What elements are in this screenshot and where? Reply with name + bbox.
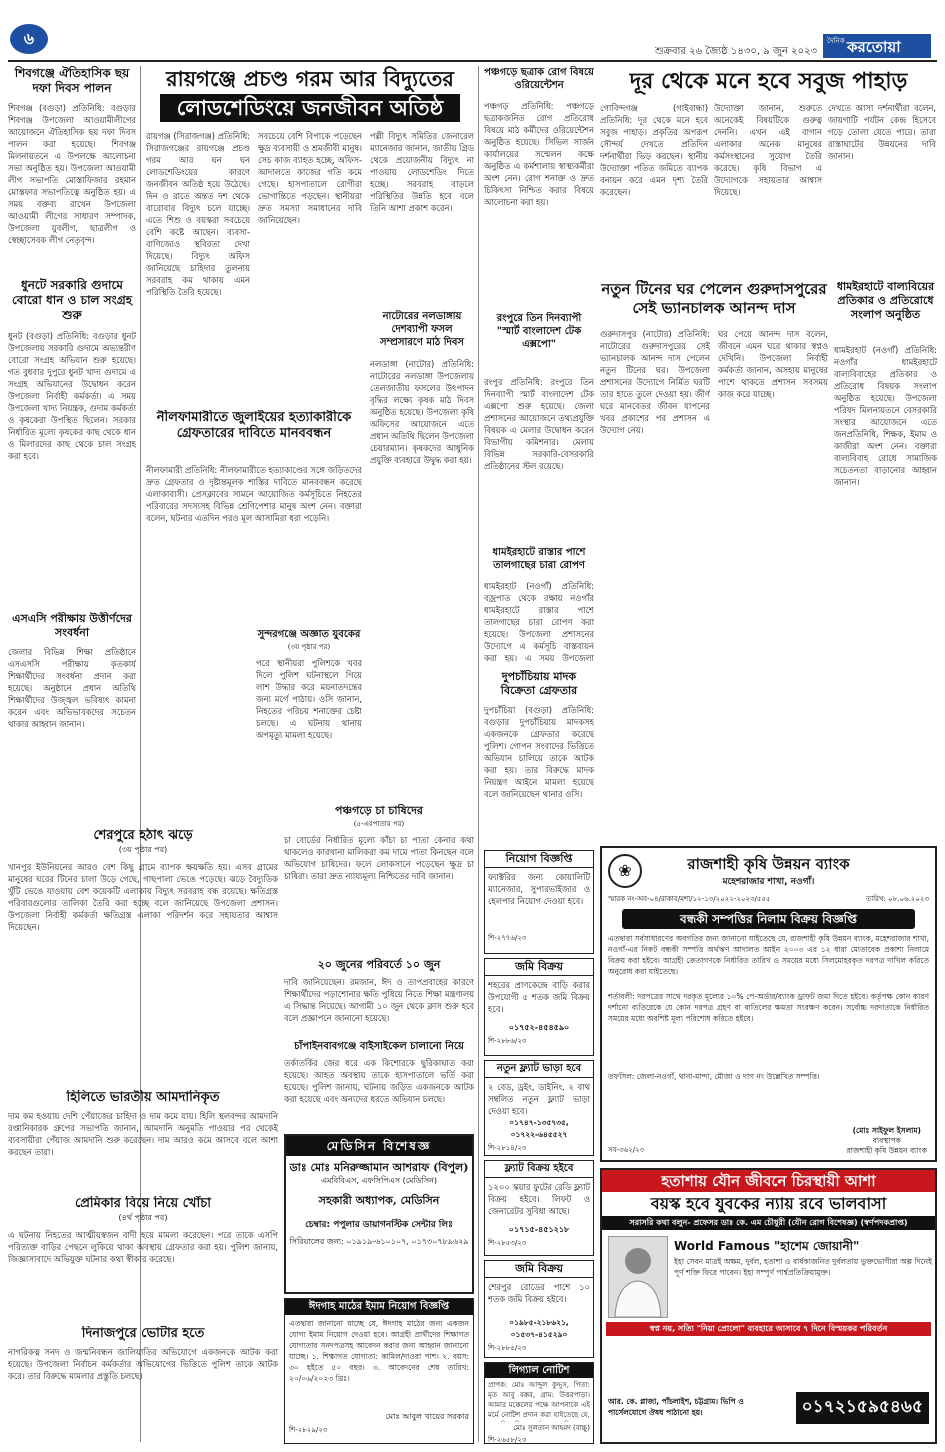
header-date: শুক্রবার ২৬ জ্যৈষ্ঠ ১৪৩০, ৯ জুন ২০২৩	[655, 46, 817, 57]
bank-meta	[602, 889, 935, 909]
headline: শেরপুরে হঠাৎ ঝড়ে	[93, 828, 193, 843]
ad-imam	[284, 1298, 474, 1444]
bank-name: রাজশাহী কৃষি উন্নয়ন ব্যাংক	[687, 855, 850, 873]
headline: নাটোরের নলডাঙ্গায় দেশব্যাপী ফসল সম্প্রসারণে মাঠ দিবস	[379, 311, 465, 348]
story-sherpur	[8, 828, 278, 1086]
headline: পঞ্চগড়ে চা চাষিদের	[335, 804, 423, 817]
bank-ref: স্মারক নং-অব-০৪/রাকাব/মশা/১২-১৩/২০২২-২০২৩/৫৫৫	[608, 895, 771, 903]
headline: ২০ জুনের পরিবর্তে ১০ জুন	[317, 958, 441, 971]
headline: শিবগঞ্জে ঐতিহাসিক ছয় দফা দিবস পালন	[14, 66, 130, 95]
story-body-col-2: উদ্যোক্তা জানান, শুরুতে অনেকেই বিষয়টিকে গুরুত্ব দেননি। এখন এই বাগান এলাকার অনেক মানুষের কর্মসংস্থানের সুযোগ তৈরি করেছে। কৃষি বিভাগ এ উদ্যোগকে সহায়তার আশ্বাস দিয়েছে।	[714, 103, 822, 197]
subhead: (৩য় পৃষ্ঠার পর)	[287, 643, 331, 651]
headline: দূর থেকে মনে হবে সবুজ পাহাড়	[629, 68, 908, 94]
story-nilphamari	[146, 410, 362, 624]
bank-title: বন্ধকী সম্পত্তির নিলাম বিক্রয় বিজ্ঞপ্তি	[622, 909, 915, 929]
story-body: জেলার বিভিন্ন শিক্ষা প্রতিষ্ঠানে এসএসসি পরীক্ষায় কৃতকার্য শিক্ষার্থীদের সংবর্ধনা প্রদান করা হয়েছে। অনুষ্ঠানে প্রধান অতিথি শিক্ষার্থীদের উজ্জ্বল ভবিষ্যৎ কামনা করেন এবং অভিভাবকদের সচেতন থাকার আহ্বান জানান।	[8, 647, 136, 729]
story-rangpur-expo	[484, 312, 594, 542]
ad-title: নতুন ফ্ল্যাট ভাড়া হবে	[485, 1061, 593, 1078]
doctor-post: সহকারী অধ্যাপক, মেডিসিন	[318, 1194, 440, 1207]
headline: এসএসি পরীক্ষায় উত্তীর্ণদের সংবর্ধনা	[12, 612, 132, 639]
story-panchagarh-tea	[284, 804, 474, 954]
headline: ধামইরহাটে রাস্তার পাশে তালগাছের চারা রোপণ	[492, 547, 586, 571]
bank-signature-org: রাজশাহী কৃষি উন্নয়ন ব্যাংক	[846, 1146, 927, 1155]
story-body-col-1: গুরুদাসপুর (নাটোর) প্রতিনিধি: নাটোরের গুরুদাসপুরের সেই ভ্যানচালক আনন্দ দাস পেলেন নতুন টিনের ঘর। উপজেলা প্রশাসনের উদ্যোগে নির্মিত ঘরটি তার হাতে তুলে দেওয়া হয়। জীর্ণ ঘরে মানবেতর জীবন যাপনের খবর প্রকাশের পর প্রশাসন এ উদ্যোগ নেয়।	[600, 329, 710, 435]
story-body: দাম কম হওয়ায় দেশি পেঁয়াজের চাহিদা ও দাম কমে যায়। হিলি স্থলবন্দর আমদানি রপ্তানিকারক গ্রুপের সভাপতি জানান, আমদানি অনুমতি পাওয়ার পর থেকেই ব্যবসায়ীরা পেঁয়াজ আমদানি শুরু করেছেন। দাম আরও কমে আসবে বলে আশা করছেন তারা।	[8, 1111, 278, 1157]
lead-headline-1: রায়গঞ্জে প্রচণ্ড গরম আর বিদ্যুতের	[166, 66, 454, 91]
serial-phone: সিরিয়ালের জন্য: ০১৯১৯-৬১০১০৭, ০১৭৩০৭৮৯৬২৯	[289, 1237, 469, 1246]
story-body: শিবগঞ্জ (বগুড়া) প্রতিনিধি: বগুড়ার শিবগঞ্জ উপজেলা আওয়ামীলীগের আয়োজনে ঐতিহাসিক ছয় দফা দিবস পালন করা হয়েছে। শিবগঞ্জ মিলনায়তনে এ উপলক্ষে আলোচনা সভা অনুষ্ঠিত হয়। উপজেলা আওয়ামী লীগ সভাপতি মোস্তাফিজার রহমান মোস্তফার সভাপতিত্বে অনুষ্ঠিত হয়। এ সময় বক্তব্য রাখেন উপজেলা আওয়ামী লীগের সাধারণ সম্পাদক, উপজেলা যুবলীগ, ছাত্রলীগ ও স্বেচ্ছাসেবক লীগ নেতৃবৃন্দ।	[8, 103, 136, 245]
ad-phone: ০১৭৪৭-১৩৫৭৩৫, ০১৭২২-৬৪৫৫২৭	[509, 1118, 569, 1139]
ad-land-1	[484, 958, 594, 1056]
story-body: ধামইরহাট (নওগাঁ) প্রতিনিধি: বজ্রপাত থেকে রক্ষায় নওগাঁর ধামইরহাটে রাস্তার পাশে তালগাছের চারা রোপণ করা হয়েছে। উপজেলা প্রশাসনের উদ্যোগে এ কর্মসূচি বাস্তবায়ন করা হয়। এ সময় উপজেলা	[484, 581, 594, 663]
story-body: দাবি জানিয়েছেন। রমজান, ঈদ ও তাপপ্রবাহের কারণে শিক্ষার্থীদের পড়াশোনার ক্ষতি পুষিয়ে নিতে শিক্ষা মন্ত্রণালয় এ সিদ্ধান্ত নিয়েছে। আগামী ১০ জুন থেকে ক্লাস শুরু হবে বলে প্রজ্ঞাপনে জানানো হয়েছে।	[284, 977, 474, 1023]
ad-title: জমি বিক্রয়	[485, 1261, 593, 1278]
subhead: (৫-এরপাতার পর)	[353, 820, 405, 828]
story-body: দুপচাঁচিয়া (বগুড়া) প্রতিনিধি: বগুড়ার দুপচাঁচিয়ায় মাদকসহ একজনকে গ্রেফতার করেছে পুলিশ। গোপন সংবাদের ভিত্তিতে অভিযান চালিয়ে তাকে আটক করা হয়। তার বিরুদ্ধে মাদক নিয়ন্ত্রণ আইনে মামলা হয়েছে বলে জানিয়েছেন থানার ওসি।	[484, 705, 594, 799]
masthead-logo	[823, 34, 931, 58]
story-body: নীলফামারী প্রতিনিধি: নীলফামারীতে হত্যাকাণ্ডের সঙ্গে জড়িতদের দ্রুত গ্রেফতার ও দৃষ্টান্তমূলক শাস্তির দাবিতে মানববন্ধন করেছে এলাকাবাসী। প্রেসক্লাবের সামনে আয়োজিত কর্মসূচিতে নিহতের পরিবারের সদস্যসহ বিভিন্ন শ্রেণিপেশার মানুষ অংশ নেন। বক্তারা বলেন, ঘটনার এতদিন পরও মূল আসামিরা ধরা পড়েনি।	[146, 465, 362, 523]
headline: পঞ্চগড়ে ছত্রাক রোগ বিষয়ে ওরিয়েন্টেশন	[484, 67, 594, 91]
story-body: নাগরিকত্ব সনদ ও জন্মনিবন্ধন জালিয়াতির অভিযোগে একজনকে আটক করা হয়েছে। উপজেলা নির্বাচন কর্মকর্তার অভিযোগের ভিত্তিতে পুলিশ তাকে আটক করে। তার বিরুদ্ধে মামলার প্রস্তুতি চলছে।	[8, 1347, 278, 1381]
story-natore-festival	[370, 310, 474, 570]
health-brand: World Famous "হাশেম জোয়ানী"	[674, 1239, 860, 1253]
ad-body: শহরের প্রাণকেন্দ্রে বাড়ি করার উপযোগী ৫ শতক জমি বিক্রয় হবে।	[488, 980, 590, 1014]
headline: রংপুরে তিন দিনব্যাপী "স্মার্ট বাংলাদেশ টেক এক্সপো"	[496, 313, 582, 350]
story-body-col-3: দেখতে আসা দর্শনার্থীরা বলেন, জায়গাটি পর্যটন কেন্দ্র হিসেবে গড়ে তোলা যেতে পারে। তারা রাস্তাঘাটের উন্নয়নের দাবি জানান।	[828, 103, 936, 161]
ad-land-2	[484, 1260, 594, 1358]
ad-banner: মেডিসিন বিশেষজ্ঞ	[286, 1136, 472, 1156]
health-headline-2: বয়স্ক হবে যুবকের ন্যায় রবে ভালবাসা	[650, 1194, 887, 1213]
column-divider	[478, 66, 479, 1442]
chamber: চেম্বার: পপুলার ডায়াগনস্টিক সেন্টার লিঃ	[305, 1220, 453, 1230]
bank-schedule: তফসিল: জেলা-নওগাঁ, থানা-মান্দা, মৌজা ও দাগ নং উল্লেখিত সম্পত্তি।	[608, 1072, 820, 1081]
doctor-photo	[608, 1236, 668, 1318]
lead-body-col-3: পল্লী বিদ্যুৎ সমিতির জেনারেল ম্যানেজার জানান, জাতীয় গ্রিড থেকে প্রয়োজনীয় বিদ্যুৎ না পাওয়ায় লোডশেডিং দিতে হচ্ছে। সরবরাহ বাড়লে পরিস্থিতির উন্নতি হবে বলে তিনি আশা প্রকাশ করেন।	[370, 131, 474, 213]
headline: হিলিতে ভারতীয় আমদানিকৃত	[66, 1090, 220, 1105]
doctor-degree: এমবিবিএস, এফসিপিএস (মেডিসিন)	[320, 1176, 438, 1185]
bank-code: সব-৩৬২/২৩	[608, 1146, 645, 1154]
ad-title: জমি বিক্রয়	[485, 959, 593, 976]
ad-flat-sale	[484, 1160, 594, 1256]
ad-code: শি-২৮১৪/২৩	[488, 1144, 527, 1152]
bank-terms: শর্তাবলী: দরপত্রের সাথে দরকৃত মূল্যের ১০% পে-অর্ডার/ব্যাংক ড্রাফট জমা দিতে হইবে। কর্তৃপক্ষ কোন কারণ দর্শানো ব্যতিরেকে যে কোন দরপত্র গ্রহণ বা বাতিলের ক্ষমতা সংরক্ষণ করেন। সর্বোচ্চ দরদাতাকে নির্ধারিত সময়ের মধ্যে অবশিষ্ট মূল্য পরিশোধ করিতে হইবে।	[608, 992, 929, 1023]
ad-code: শি-২৮৮৬/২৩	[488, 1037, 527, 1045]
bank-signature-title: ব্যবস্থাপক	[872, 1136, 901, 1145]
story-body: এ ঘটনায় নিহতের আত্মীয়স্বজন বাদী হয়ে মামলা করেছেন। পরে তাকে এসপি পরিত্যক্ত বাড়ির পেছনে লুকিয়ে থাকা অবস্থায় গ্রেফতার করা হয়। পুলিশ জানায়, জিজ্ঞাসাবাদে অভিযুক্ত ঘটনার কথা স্বীকার করেছে।	[8, 1230, 278, 1264]
ad-code: শি-২৬৫৮/২৩	[488, 1436, 527, 1444]
ad-phone: ০১৭৫২-৪৫৪৫৯০	[508, 1023, 570, 1032]
bank-signature-block	[847, 1126, 927, 1156]
ad-body: শেরপুর রোডের পাশে ১০ শতক জমি বিক্রয় হইবে।	[488, 1282, 590, 1304]
bank-branch: মহেশরাজার শাখা, নওগাঁ।	[722, 877, 815, 887]
ad-medicine	[284, 1134, 474, 1294]
headline: দুপচাঁচিয়ায় মাদক বিক্রেতা গ্রেফতার	[500, 670, 578, 697]
ad-title: লিগ্যাল নোটিশ	[485, 1363, 593, 1378]
ad-body: ২ বেড, ড্রইং, ডাইনিং, ২ বাথ সম্বলিত নতুন ফ্ল্যাট ভাড়া দেওয়া হবে।	[488, 1082, 590, 1116]
story-hili	[8, 1090, 278, 1190]
subhead: (৪র্থ পৃষ্ঠার পর)	[118, 1213, 168, 1222]
ad-code: শি-২৮৮৫/২৩	[488, 1344, 527, 1352]
headline: ধামইরহাটে বাল্যবিয়ের প্রতিকার ও প্রতিরোধে সংলাপ অনুষ্ঠিত	[836, 280, 935, 321]
story-dinajpur	[8, 1326, 278, 1444]
health-tagline: স্বপ্ন নয়, সত্যি "নিয়া প্রোলো" ব্যবহারে আসাবে ৭ দিনে বিস্ময়কর পরিবর্তন	[606, 1322, 931, 1336]
story-sundarganj	[256, 628, 362, 798]
story-body: ধামইরহাট (নওগাঁ) প্রতিনিধি: নওগাঁর ধামইরহাটে বাল্যবিবাহের প্রতিকার ও প্রতিরোধ বিষয়ক সংলাপ অনুষ্ঠিত হয়েছে। উপজেলা পরিষদ মিলনায়তনে বেসরকারি সংস্থার আয়োজনে এতে জনপ্রতিনিধি, শিক্ষক, ইমাম ও কাজীরা অংশ নেন। বক্তারা বাল্যবিবাহ রোধে সামাজিক সচেতনতা বাড়ানোর আহ্বান জানান।	[834, 345, 937, 487]
headline: চাঁপাইনবাবগঞ্জে বাইসাইকেল চালানো নিয়ে	[294, 1041, 464, 1052]
story-june20	[284, 958, 474, 1036]
ad-body: এতদ্বারা জানানো যাচ্ছে যে, ঈদগাহ মাঠের জন্য একজন যোগ্য ইমাম নিয়োগ দেওয়া হবে। আগ্রহী প্রার্থীদের শিক্ষাগত যোগ্যতার সনদপত্রসহ আবেদন করার জন্য আহ্বান জানানো যাচ্ছে। ১. শিক্ষাগত যোগ্যতা: কামিল/দাওরা পাশ। ২. বয়স: ৩০ হইতে ৫০ বছর। ৩. আবেদনের শেষ তারিখ: ২০/০৬/২০২৩ খ্রিঃ।	[289, 1319, 469, 1383]
health-body: ইহা সেবন মাত্রই অক্ষম, দুর্বল, হতাশা ও বার্ধক্যজনিত দুর্বলতায় ভুক্তভোগীরা অল্প দিনেই পূর্ণ শক্তি ফিরে পাবেন। ইহা সম্পূর্ণ পার্শ্বপ্রতিক্রিয়ামুক্ত।	[674, 1257, 932, 1277]
ad-body: প্রাপক: মোঃ আব্দুল কুদ্দুস, পিতা: মৃত আবু বক্কর, গ্রাম: উত্তরপাড়া। আমার মক্কেলের পক্ষে আপনাকে এই মর্মে নোটিশ প্রদান করা যাইতেছে যে,	[488, 1381, 590, 1419]
lead-body-col-2: সবচেয়ে বেশি বিপাকে পড়েছেন ক্ষুদ্র ব্যবসায়ী ও শ্রমজীবী মানুষ। সেচ কাজ ব্যাহত হচ্ছে, অফিস-আদালতে কাজের গতি কমে গেছে। হাসপাতালে রোগীরা ভোগান্তিতে পড়ছেন। স্থানীয়রা দ্রুত সমস্যা সমাধানের দাবি জানিয়েছেন।	[258, 131, 362, 225]
health-phone: ০১৭২১৫৯৫৪৬৫	[796, 1392, 929, 1424]
ad-health	[600, 1168, 937, 1444]
masthead-name: করতোয়া	[847, 38, 901, 56]
lead-raiganj	[146, 66, 474, 306]
ad-job	[484, 850, 594, 954]
story-body: রংপুর প্রতিনিধি: রংপুরে তিন দিনব্যাপী স্মার্ট বাংলাদেশ টেক এক্সপো শুরু হয়েছে। জেলা প্রশাসনের আয়োজনে তথ্যপ্রযুক্তি বিষয়ক এ মেলার উদ্বোধন করেন বিভাগীয় কমিশনার। মেলায় বিভিন্ন সরকারি-বেসরকারি প্রতিষ্ঠানের স্টল রয়েছে।	[484, 377, 594, 471]
headline: সুন্দরগঞ্জে অজ্ঞাত যুবকের	[257, 629, 361, 640]
health-address: আর. কে. প্লাজা, পাঁচলাইশ, চট্টগ্রাম। ভিপি ও পার্সেলযোগে ঔষধ পাঠানো হয়।	[608, 1397, 744, 1417]
story-dhunat	[8, 278, 136, 608]
bank-date: তারিখ: ০৮.০৬.২০২৩	[865, 895, 929, 903]
headline: দিনাজপুরে ভোটার হতে	[81, 1326, 205, 1341]
health-strip: সরাসরি কথা বলুন- প্রফেসর ডাঃ কে. এম চৌধুরী (যৌন রোগ বিশেষজ্ঞ) (স্বর্ণপদকপ্রাপ্ত)	[602, 1216, 935, 1230]
story-dhamoirhat-tree	[484, 546, 594, 666]
story-body-col-2: ঘর পেয়ে আনন্দ দাস বলেন, জীবনে এমন ঘরে থাকার স্বপ্নও দেখিনি। উপজেলা নির্বাহী কর্মকর্তা জানান, অসহায় মানুষের পাশে থাকতে প্রশাসন সবসময় কাজ করে যাচ্ছে।	[718, 329, 828, 399]
ad-code: শি-২৮৫৩/২৩	[488, 1239, 527, 1247]
subhead: (৩য় পৃষ্ঠার পর)	[118, 845, 168, 854]
lead-headline-2: লোডশেডিংয়ে জনজীবন অতিষ্ঠ	[176, 95, 444, 120]
story-shibganj	[8, 66, 136, 272]
story-dupchanchia	[484, 670, 594, 846]
bank-signature: (মোঃ সাইফুল ইসলাম)	[852, 1126, 921, 1135]
headline: প্রেমিকার বিয়ে নিয়ে খোঁচা	[74, 1196, 212, 1211]
ad-phone: ০১৭১৫-৪৫১২১৮	[508, 1225, 570, 1234]
story-body: তর্কাতর্কির জের ধরে এক কিশোরকে ছুরিকাঘাত করা হয়েছে। আহত অবস্থায় তাকে হাসপাতালে ভর্তি করা হয়েছে। পুলিশ জানায়, ঘটনায় জড়িত একজনকে আটক করা হয়েছে এবং অন্যদের ধরতে অভিযান চলছে।	[284, 1058, 474, 1104]
health-headline-1: হতাশায় যৌন জীবনে চিরস্থায়ী আশা	[602, 1170, 935, 1192]
ad-code: শি-২৭৭৬/২৩	[488, 934, 527, 942]
ad-body: ১২০০ স্কয়ার ফুটের রেডি ফ্ল্যাট বিক্রয় হইবে। লিফট ও জেনারেটর সুবিধা আছে।	[488, 1182, 590, 1216]
story-new-tin	[600, 280, 828, 840]
story-body: পঞ্চগড় প্রতিনিধি: পঞ্চগড়ে ছত্রাকজনিত রোগ প্রতিরোধ বিষয়ে মাঠ কর্মীদের ওরিয়েন্টেশন অনুষ্ঠিত হয়েছে। সিভিল সার্জন কার্যালয়ের সম্মেলন কক্ষে অনুষ্ঠিত এ কর্মশালায় স্বাস্থ্যকর্মীরা অংশ নেন। রোগ শনাক্ত ও দ্রুত চিকিৎসা নিশ্চিত করার বিষয়ে আলোচনা করা হয়।	[484, 101, 594, 207]
headline: নতুন টিনের ঘর পেলেন গুরুদাসপুরের সেই ভ্যানচালক আনন্দ দাস	[601, 280, 827, 317]
story-lover	[8, 1196, 278, 1320]
ad-title: নিয়োগ বিজ্ঞপ্তি	[485, 851, 593, 868]
story-green-hills	[600, 66, 937, 276]
page-header	[0, 0, 945, 64]
ad-body: ফ্যাক্টরির জন্য কোয়ালিটি ম্যানেজার, সুপারভাইজার ও হেলপার নিয়োগ দেওয়া হবে।	[488, 872, 590, 906]
story-body-col-1: গোবিন্দগঞ্জ (গাইবান্ধা) প্রতিনিধি: দূর থেকে মনে হবে সবুজ পাহাড়। প্রকৃতির অপরূপ সৌন্দর্য দেখতে প্রতিদিন দর্শনার্থীরা ভিড় করছেন। স্থানীয় উদ্যোক্তা পতিত জমিতে ব্যাপক বনায়ন করে এমন দৃশ্য তৈরি করেছেন।	[600, 103, 708, 197]
headline: ধুনটে সরকারি গুদামে বোরো ধান ও চাল সংগ্রহ শুরু	[11, 278, 133, 322]
headline: নীলফামারীতে জুলাইয়ের হত্যাকারীকে গ্রেফতারের দাবিতে মানববন্ধন	[156, 410, 352, 441]
ad-phone: ০১৯৮৫-২১৮৬২১, ০১৫৩৭-৪১৫২৯০	[509, 1318, 569, 1339]
masthead-label: দৈনিক	[827, 37, 845, 45]
story-body: চা বোর্ডের নির্ধারিত মূল্যে কাঁচা চা পাতা কেনার কথা থাকলেও কারখানা মালিকরা কম দামে পাতা কিনছেন বলে অভিযোগ চাষিদের। ফলে লোকসানে পড়েছেন ক্ষুদ্র চা চাষিরা। তারা দ্রুত ন্যায্যমূল্য নিশ্চিতের দাবি জানান।	[284, 835, 474, 881]
bank-body: এতদ্বারা সর্বসাধারণের অবগতির জন্য জানানো যাইতেছে যে, রাজশাহী কৃষি উন্নয়ন ব্যাংক, মহেশরাজার শাখা, নওগাঁ-এর নিকট বন্ধকী সম্পত্তি অর্থঋণ আদালত আইন ২০০৩ এর ১২ ধারা মোতাবেক প্রকাশ্য নিলামে বিক্রয় করা হইবে। আগ্রহী ক্রেতাগণকে নির্ধারিত তারিখ ও সময়ের মধ্যে সিলমোহরকৃত দরপত্র দাখিল করিতে অনুরোধ করা যাইতেছে।	[608, 934, 929, 976]
ad-title: ফ্ল্যাট বিক্রয় হইবে	[485, 1161, 593, 1178]
ad-signature: মোঃ আবুল খায়ের সরকার	[385, 1412, 469, 1421]
page-number: ৬	[23, 29, 35, 48]
lead-headline-2-box	[160, 94, 460, 122]
ad-signature: মোঃ সুলতান আহমদ (বাচ্চু)	[513, 1424, 590, 1432]
ad-bank-auction	[600, 846, 937, 1162]
ad-title: ঈদগাহ মাঠের ইমাম নিয়োগ বিজ্ঞপ্তি	[285, 1299, 473, 1315]
lead-body-col-1: রায়গঞ্জ (সিরাজগঞ্জ) প্রতিনিধি: সিরাজগঞ্জের রায়গঞ্জে প্রচণ্ড গরম আর ঘন ঘন লোডশেডিংয়ের কারণে জনজীবন অতিষ্ঠ হয়ে উঠেছে। দিন ও রাতে অন্তত দশ থেকে বারোবার বিদ্যুৎ চলে যাচ্ছে। এতে শিশু ও বয়স্করা সবচেয়ে বেশি কষ্টে আছেন। ব্যবসা-বাণিজ্যেও স্থবিরতা দেখা দিয়েছে। বিদ্যুৎ অফিস জানিয়েছে চাহিদার তুলনায় সরবরাহ কম থাকায় এমন পরিস্থিতি তৈরি হয়েছে।	[146, 131, 250, 297]
story-chapai	[284, 1040, 474, 1130]
story-panchagarh-disease	[484, 66, 594, 306]
story-body: ধুনট (বগুড়া) প্রতিনিধি: বগুড়ার ধুনট উপজেলায় সরকারি গুদামে অভ্যন্তরীণ বোরো সংগ্রহ অভিযান শুরু হয়েছে। গত বুধবার দুপুরে ধুনট খাদ্য গুদামে এ সংগ্রহ অভিযানের উদ্বোধন করেন উপজেলা নির্বাহী কর্মকর্তা। এ সময় উপজেলা খাদ্য নিয়ন্ত্রক, গুদাম কর্মকর্তা ও কৃষকেরা উপস্থিত ছিলেন। সরকার নির্ধারিত মূল্যে কৃষকের কাছ থেকে ধান ও মিলারদের কাছ থেকে চাল সংগ্রহ করা হবে।	[8, 331, 136, 461]
ad-code: শি-২৮২৯/২৩	[289, 1426, 328, 1434]
ad-legal-notice-box	[484, 1362, 594, 1444]
ad-flat-rent	[484, 1060, 594, 1156]
bank-logo-icon: ❀	[608, 854, 642, 888]
story-body: পরে স্থানীয়রা পুলিশকে খবর দিলে পুলিশ ঘটনাস্থলে গিয়ে লাশ উদ্ধার করে ময়নাতদন্তের জন্য মর্গে পাঠায়। ওসি জানান, নিহতের পরিচয় শনাক্তের চেষ্টা চলছে। এ ঘটনায় থানায় অপমৃত্যু মামলা হয়েছে।	[256, 658, 362, 740]
story-dhamoirhat-child	[834, 280, 937, 840]
story-exam	[8, 612, 136, 822]
doctor-name: ডাঃ মোঃ মনিরুজ্জামান আশরাফ (বিপুল)	[289, 1161, 469, 1174]
header-rule	[8, 60, 937, 62]
page-number-badge	[10, 24, 48, 54]
story-body: নলডাঙ্গা (নাটোর) প্রতিনিধি: নাটোরের নলডাঙ্গা উপজেলায় তেলজাতীয় ফসলের উৎপাদন বৃদ্ধির লক্ষ্যে কৃষক মাঠ দিবস অনুষ্ঠিত হয়েছে। উপজেলা কৃষি অফিসের আয়োজনে এতে প্রধান অতিথি ছিলেন উপজেলা চেয়ারম্যান। কৃষকদের আধুনিক প্রযুক্তি ব্যবহারে উদ্বুদ্ধ করা হয়।	[370, 359, 474, 465]
story-body: খানপুর ইউনিয়নের আরও বেশ কিছু গ্রামে ব্যাপক ক্ষয়ক্ষতি হয়। এসব গ্রামের মানুষের ঘরের টিনের চালা উড়ে গেছে, গাছপালা ভেঙে পড়েছে। ঝড়ে বৈদ্যুতিক খুঁটি ভেঙে যাওয়ায় বেশ কয়েকটি এলাকায় বিদ্যুৎ সরবরাহ বন্ধ রয়েছে। ক্ষতিগ্রস্ত পরিবারগুলোর তালিকা তৈরি করা হচ্ছে বলে জানিয়েছে উপজেলা প্রশাসন। উপজেলা নির্বাহী কর্মকর্তা ক্ষতিগ্রস্ত এলাকা পরিদর্শন করে সহায়তার আশ্বাস দিয়েছেন।	[8, 862, 278, 932]
